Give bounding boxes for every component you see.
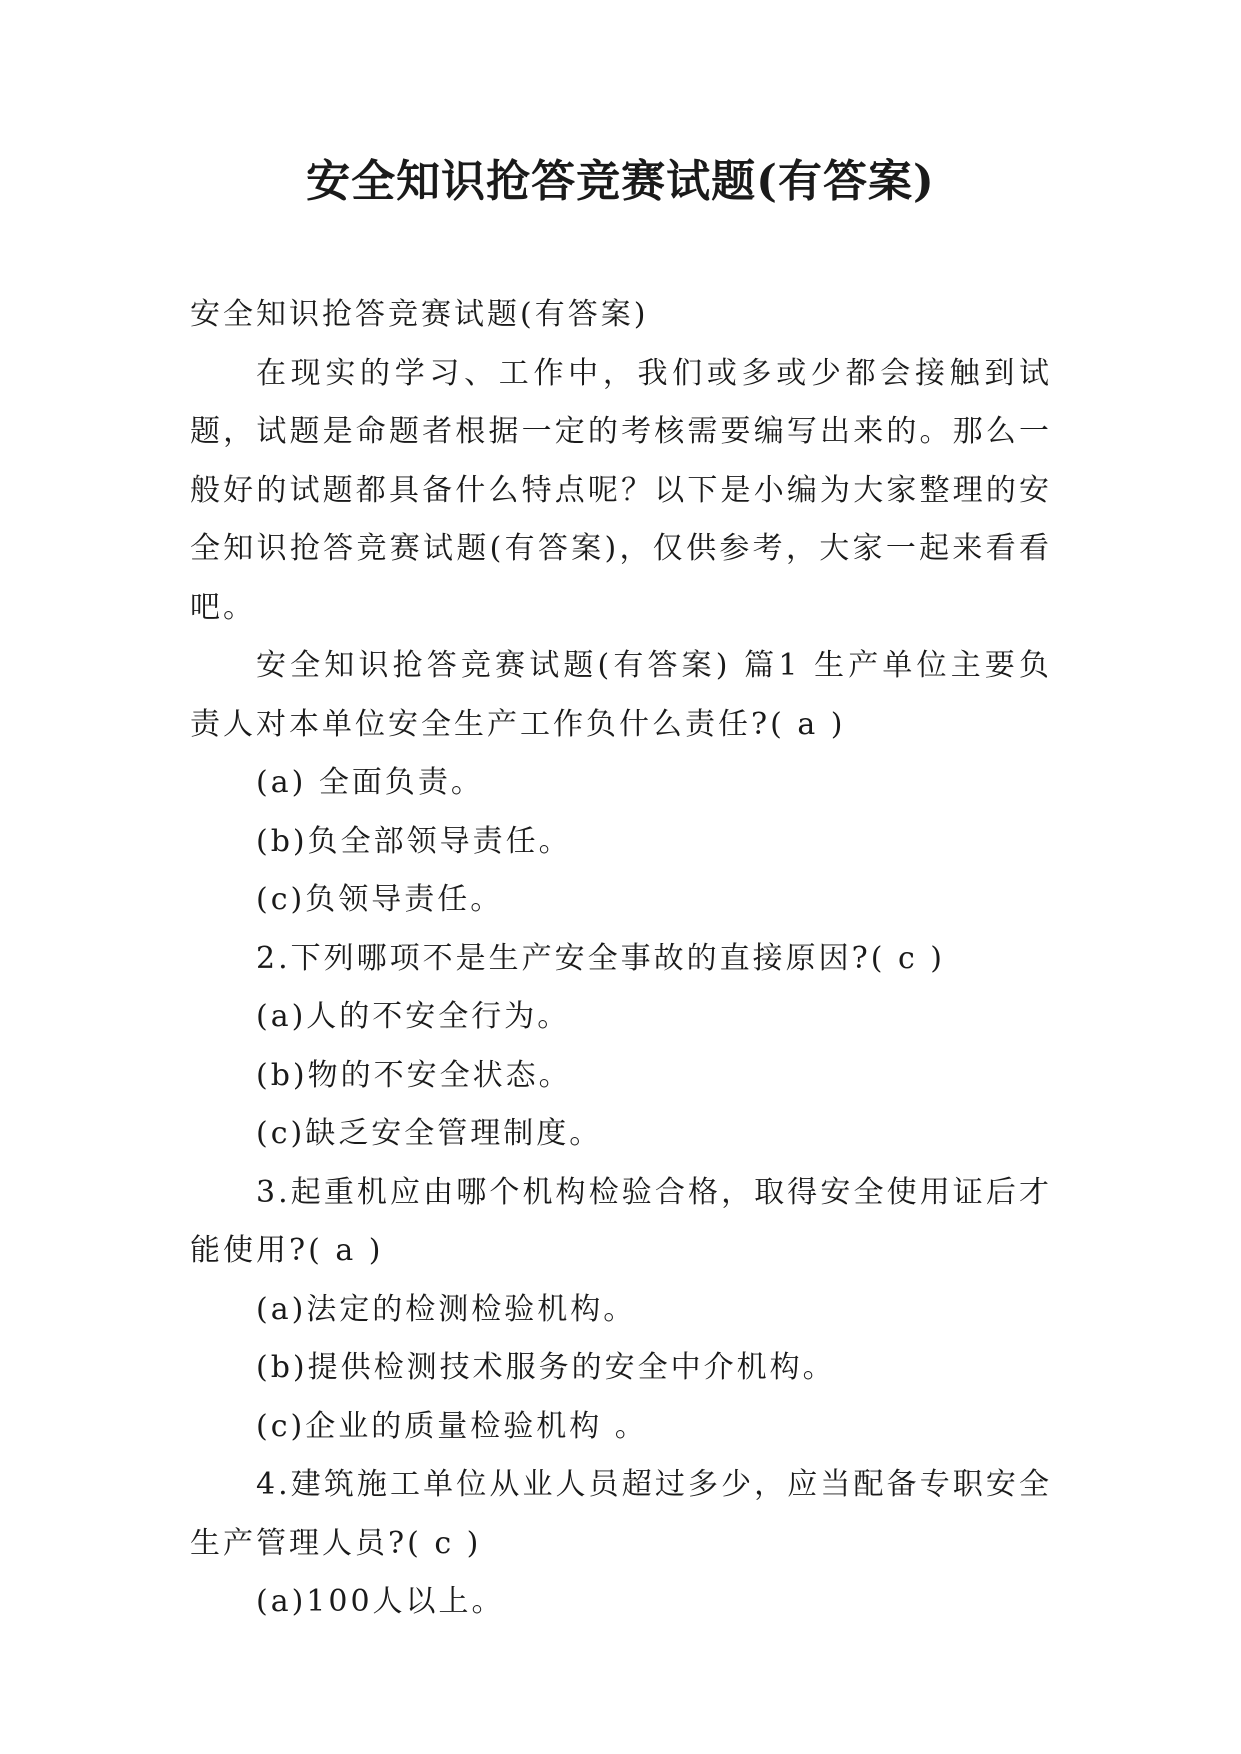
option-line: (a)100人以上。: [256, 1584, 505, 1619]
document-subtitle: 安全知识抢答竞赛试题(有答案): [190, 297, 649, 332]
document-body: [190, 286, 1052, 1632]
question-line: 4.建筑施工单位从业人员超过多少，应当配备专职安全生产管理人员?( c ): [190, 1467, 1052, 1561]
option-line: (c)负领导责任。: [256, 882, 504, 917]
option-line: (a)法定的检测检验机构。: [256, 1291, 637, 1327]
option-line: (a)人的不安全行为。: [256, 999, 571, 1034]
question-line: 2.下列哪项不是生产安全事故的直接原因?( c ): [256, 940, 945, 976]
option-line: (b)负全部领导责任。: [256, 823, 572, 859]
section-heading: 安全知识抢答竞赛试题(有答案) 篇1 生产单位主要负责人对本单位安全生产工作负什么责任?( a ): [190, 648, 1052, 742]
option-line: (b)提供检测技术服务的安全中介机构。: [256, 1350, 836, 1385]
option-line: (c)企业的质量检验机构 。: [256, 1408, 648, 1444]
intro-paragraph: 在现实的学习、工作中，我们或多或少都会接触到试题，试题是命题者根据一定的考核需要编写出来的。那么一般好的试题都具备什么特点呢？以下是小编为大家整理的安全知识抢答竞赛试题(有答案)，仅供参考，大家一起来看看吧。: [190, 355, 1052, 625]
option-line: (c)缺乏安全管理制度。: [256, 1116, 603, 1151]
option-line: (b)物的不安全状态。: [256, 1057, 572, 1093]
question-line: 3.起重机应由哪个机构检验合格，取得安全使用证后才能使用?( a ): [190, 1174, 1052, 1268]
document-title: 安全知识抢答竞赛试题(有答案): [306, 156, 935, 207]
option-line: (a) 全面负责。: [256, 765, 484, 800]
